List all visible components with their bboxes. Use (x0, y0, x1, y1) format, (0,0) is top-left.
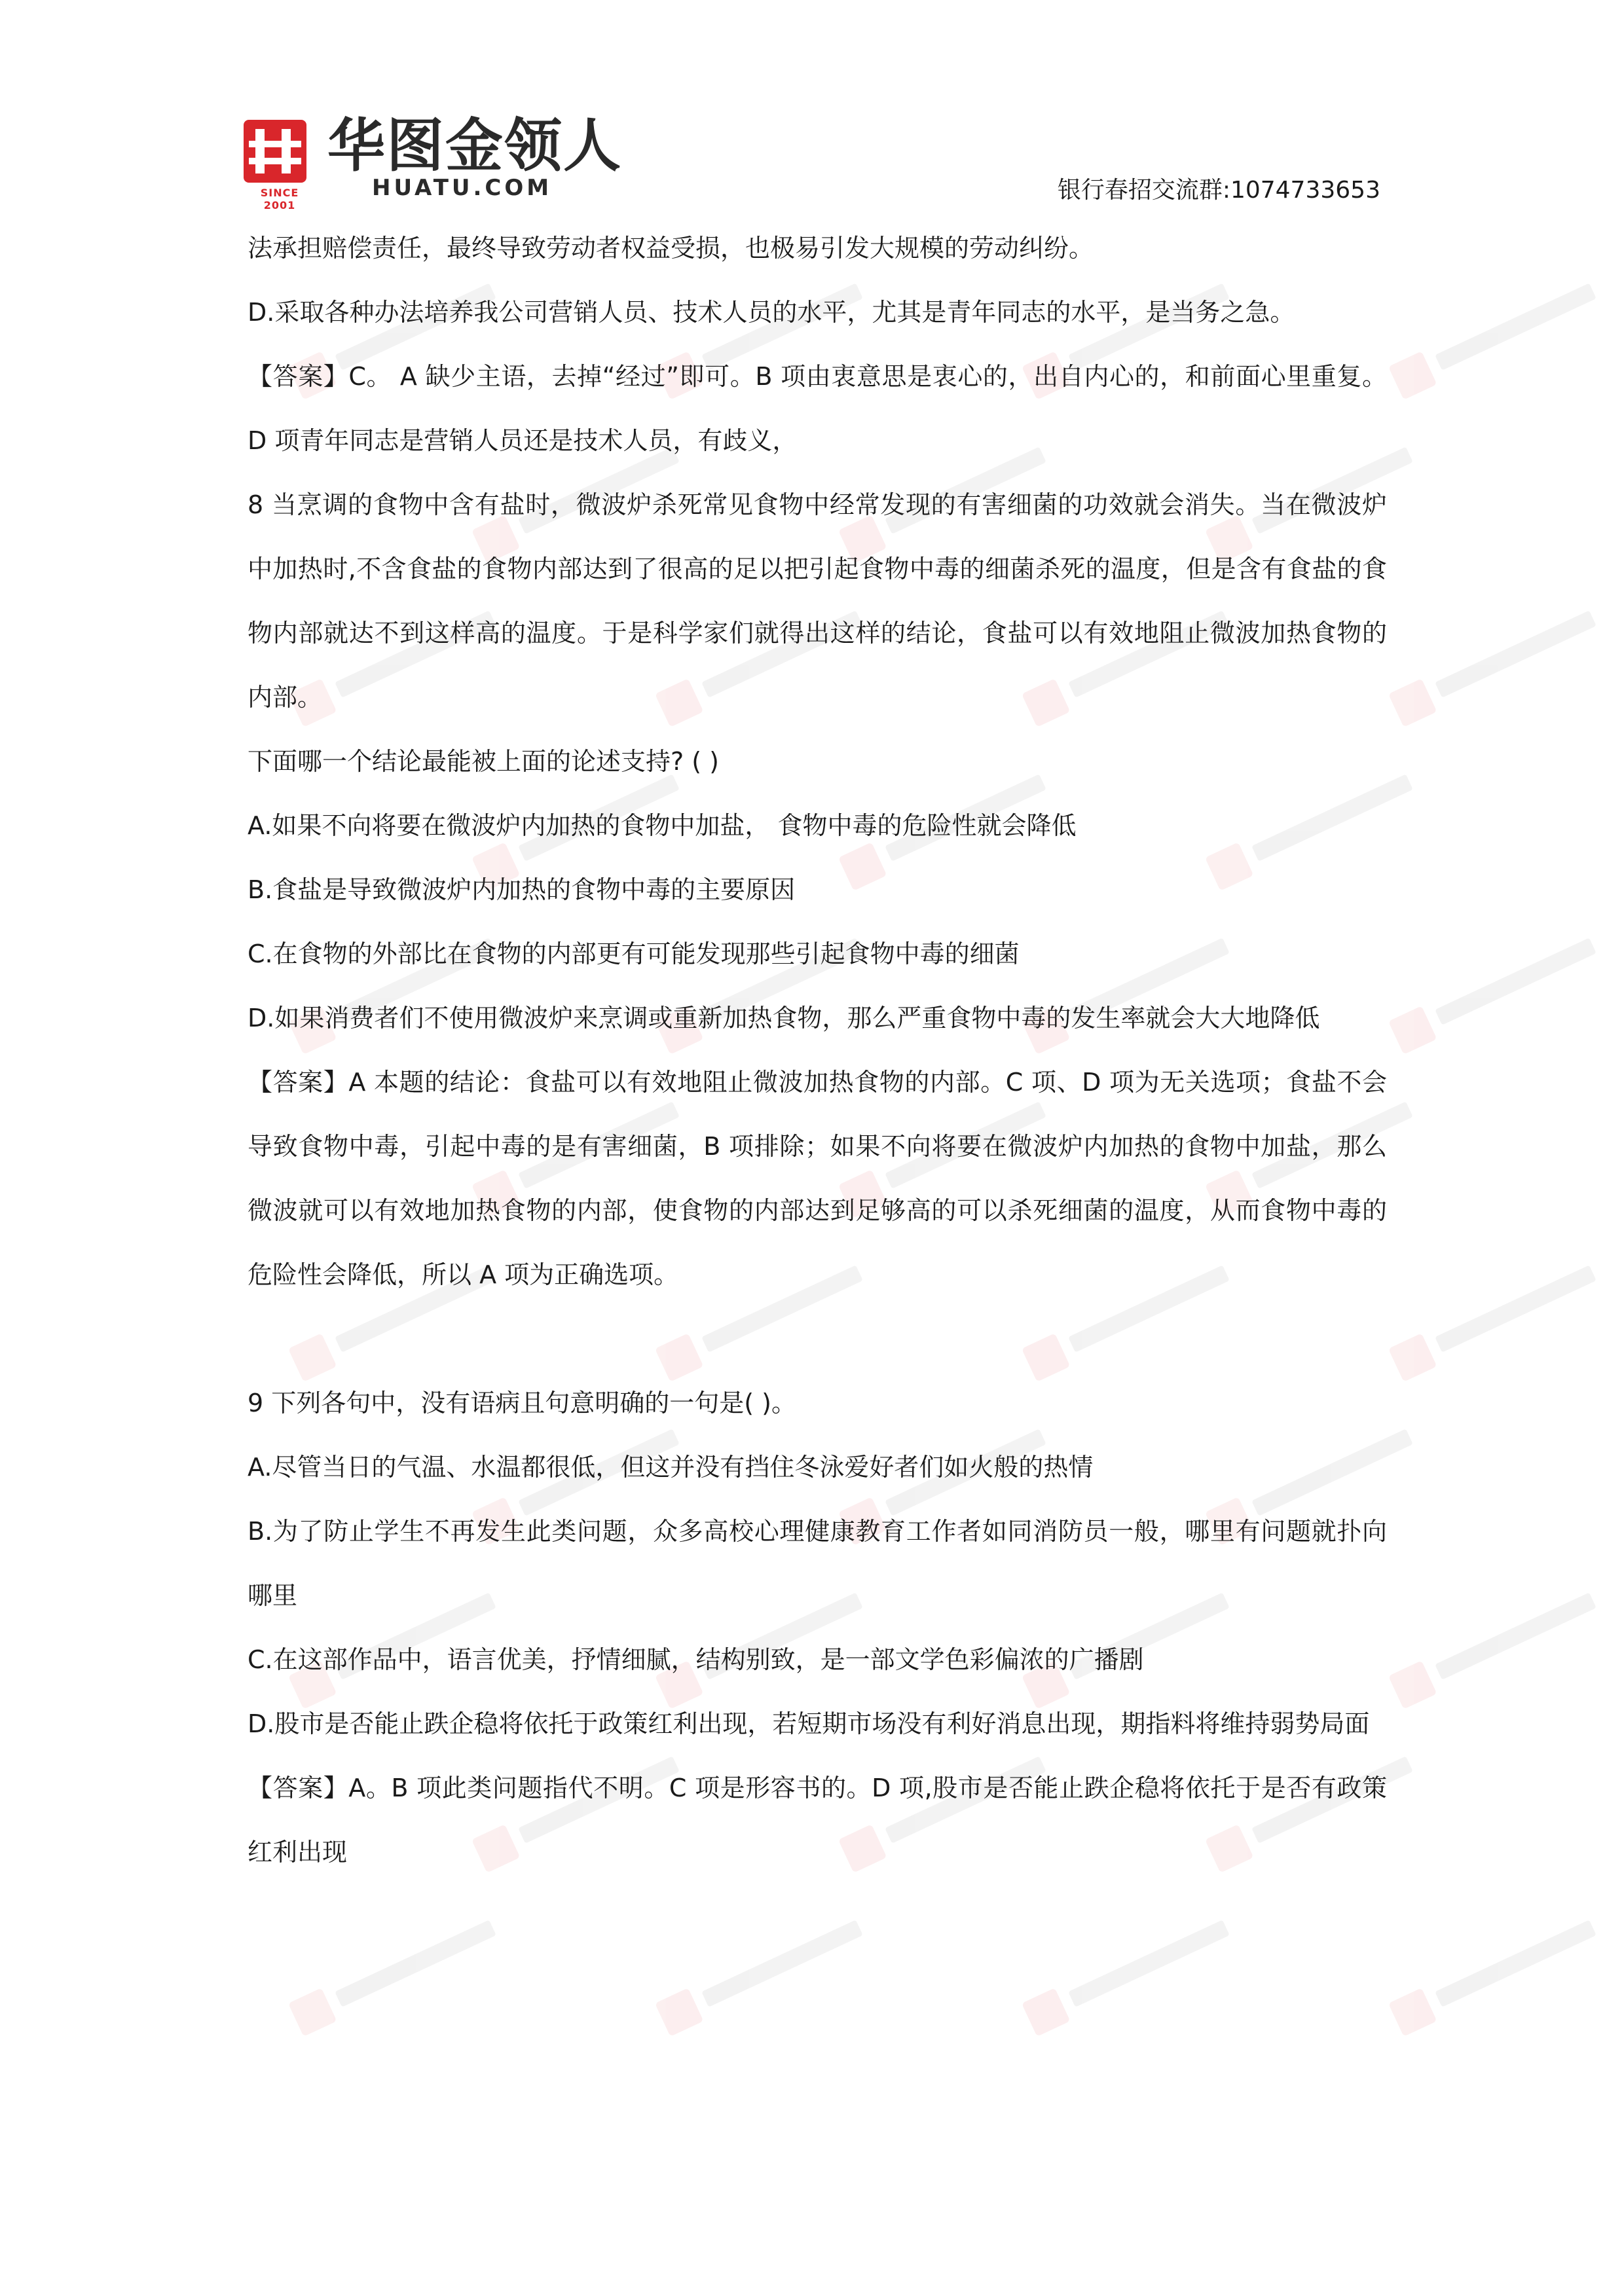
page-header (0, 0, 1624, 216)
watermark-logo-icon (1022, 1912, 1234, 2037)
q7-option-d: D.采取各种办法培养我公司营销人员、技术人员的水平，尤其是青年同志的水平，是当务之急。 (248, 298, 1295, 327)
section-gap (248, 1307, 1387, 1371)
q7-answer: 【答案】C。 A 缺少主语，去掉“经过”即可。B 项由衷意思是衷心的，出自内心的，和前面心里重复。D 项青年同志是营销人员还是技术人员，有歧义， (248, 362, 1387, 455)
q8-option-c: C.在食物的外部比在食物的内部更有可能发现那些引起食物中毒的细菌 (248, 939, 1020, 968)
q9-option-d: D.股市是否能止跌企稳将依托于政策红利出现，若短期市场没有利好消息出现，期指料将维持弱势局面 (248, 1709, 1370, 1738)
logo-chinese-name: 华图金领人 (327, 112, 623, 179)
q7-tail-text: 法承担赔偿责任，最终导致劳动者权益受损，也极易引发大规模的劳动纠纷。 (248, 234, 1094, 263)
q9-option-c: C.在这部作品中，语言优美，抒情细腻，结构别致，是一部文学色彩偏浓的广播剧 (248, 1645, 1144, 1674)
q9-option-b: B.为了防止学生不再发生此类问题，众多高校心理健康教育工作者如同消防员一般，哪里有问题就扑向哪里 (248, 1517, 1387, 1610)
q9-answer: 【答案】A。B 项此类问题指代不明。C 项是形容书的。D 项,股市是否能止跌企稳将依托于是否有政策红利出现 (248, 1774, 1387, 1867)
q9-stem: 9 下列各句中，没有语病且句意明确的一句是( )。 (248, 1389, 796, 1417)
q8-answer: 【答案】A 本题的结论：食盐可以有效地阻止微波加热食物的内部。C 项、D 项为无关选项；食盐不会导致食物中毒，引起中毒的是有害细菌，B 项排除；如果不向将要在微波炉内加热的食物中加盐，那么微波就可以有效地加热食物的内部，使食物的内部达到足够高的可以杀死细菌的温度，从而食物中毒的危险性会降低，所以 A 项为正确选项。 (248, 1068, 1387, 1289)
q8-question: 下面哪一个结论最能被上面的论述支持? ( ) (248, 747, 719, 776)
watermark-logo-icon (1388, 930, 1601, 1055)
q8-option-a: A.如果不向将要在微波炉内加热的食物中加盐， 食物中毒的危险性就会降低 (248, 811, 1077, 840)
logo-domain: HUATU.COM (372, 175, 553, 201)
watermark-logo-icon (1388, 275, 1601, 400)
q8-option-d: D.如果消费者们不使用微波炉来烹调或重新加热食物，那么严重食物中毒的发生率就会大大地降低 (248, 1004, 1320, 1032)
watermark-logo-icon (288, 1912, 501, 2037)
watermark-logo-icon (1388, 1912, 1601, 2037)
q8-stem: 8 当烹调的食物中含有盐时，微波炉杀死常见食物中经常发现的有害细菌的功效就会消失。当在微波炉中加热时,不含食盐的食物内部达到了很高的足以把引起食物中毒的细菌杀死的温度，但是含有食盐的食物内部就达不到这样高的温度。于是科学家们就得出这样的结论，食盐可以有效地阻止微波加热食物的内部。 (248, 490, 1387, 712)
watermark-logo-icon (1388, 1257, 1601, 1382)
q8-option-b: B.食盐是导致微波炉内加热的食物中毒的主要原因 (248, 875, 796, 904)
watermark-logo-icon (1388, 1584, 1601, 1709)
document-body (248, 216, 1387, 1884)
logo-since-text: SINCE 2001 (260, 187, 299, 211)
watermark-logo-icon (655, 1912, 868, 2037)
logo-mark-icon (244, 120, 306, 183)
watermark-logo-icon (1388, 602, 1601, 727)
q9-option-a: A.尽管当日的气温、水温都很低，但这并没有挡住冬泳爱好者们如火般的热情 (248, 1453, 1094, 1482)
group-info: 银行春招交流群:1074733653 (1057, 177, 1380, 204)
